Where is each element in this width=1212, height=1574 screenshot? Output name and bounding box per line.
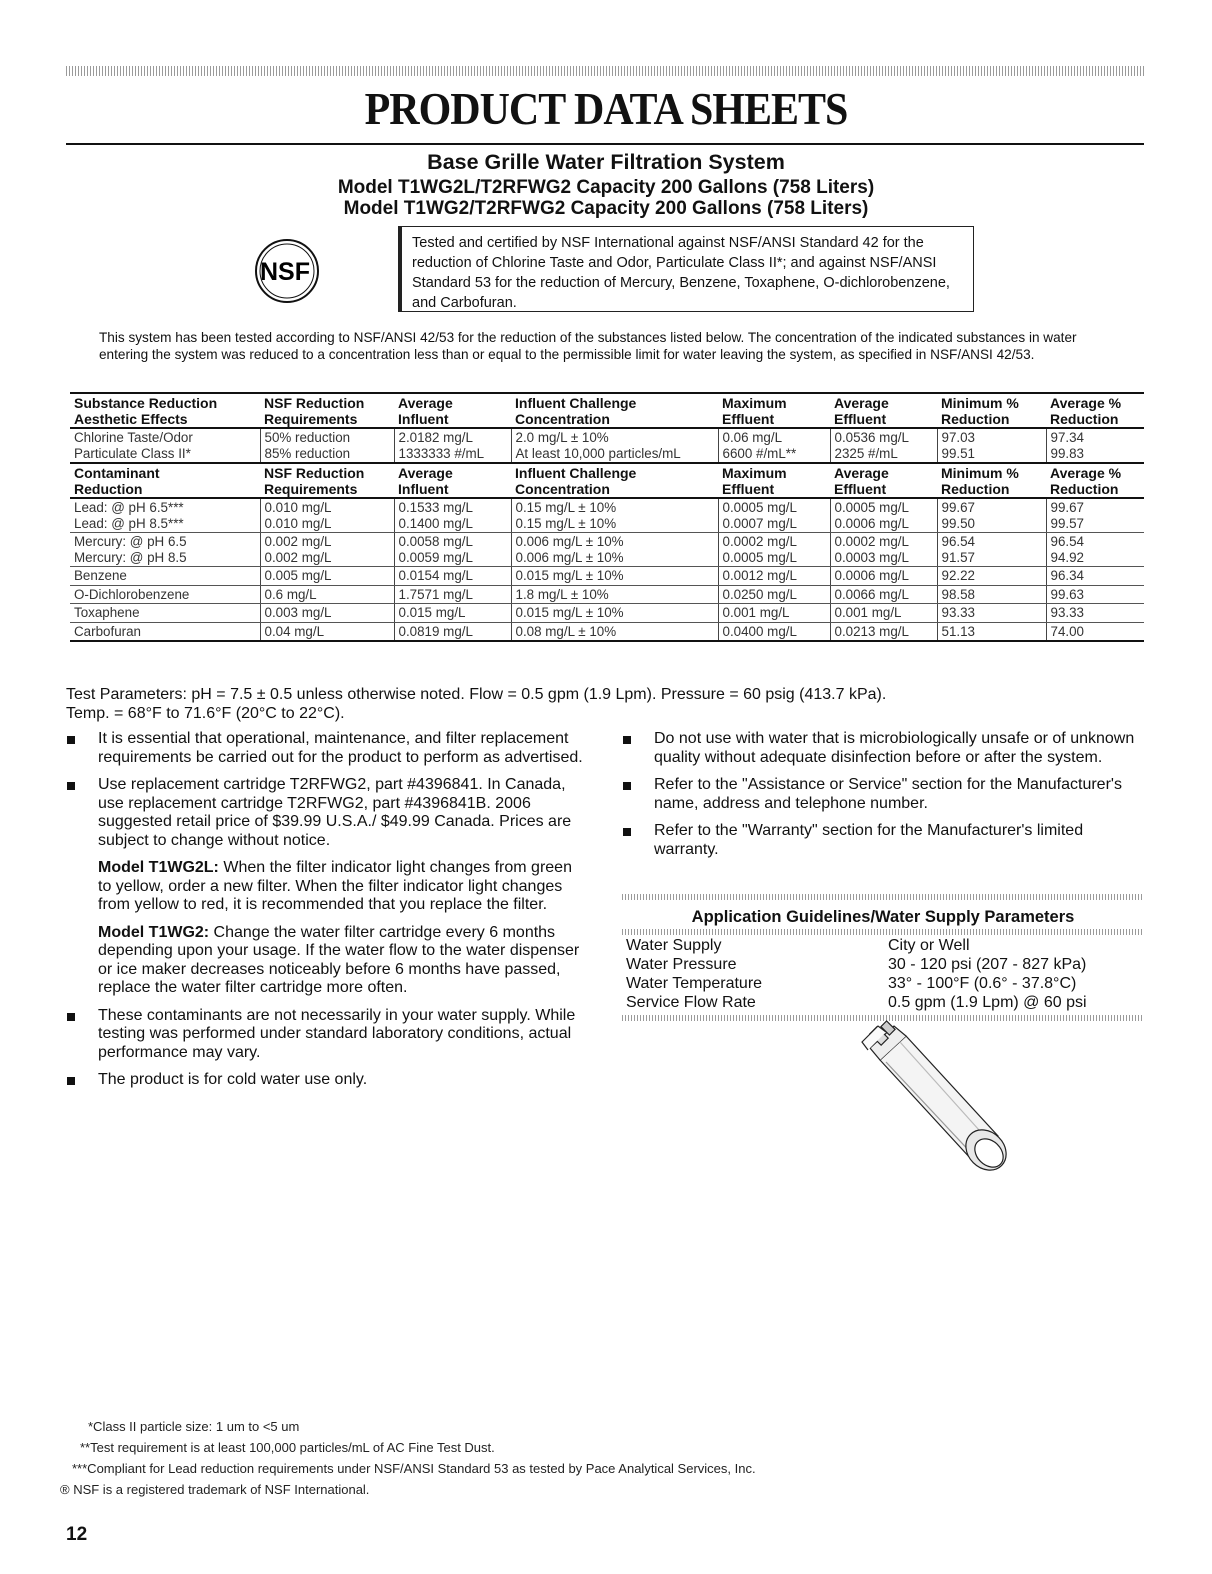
table-cell: 96.54 91.57 [937, 533, 1046, 567]
table-row [70, 585, 1144, 604]
table-header-cell: NSF Reduction Requirements [264, 465, 365, 497]
system-title: Base Grille Water Filtration System [427, 150, 785, 174]
table-cell: 0.15 mg/L ± 10% 0.15 mg/L ± 10% [511, 498, 718, 533]
intro-paragraph: This system has been tested according to NSF/ANSI 42/53 for the reduction of the substances listed below. The concentration of the indicated substances in water entering the system was reduced to a concentration less than or equal to the permissible limit for water leaving the system, as specified in NSF/ANSI 42/53. [99, 330, 1077, 362]
bullet-item [66, 776, 586, 850]
guideline-value: 30 - 120 psi (207 - 827 kPa) [888, 956, 1087, 973]
certification-box [398, 226, 974, 312]
table-row [70, 498, 1144, 533]
table-cell: Carbofuran [70, 622, 260, 641]
guideline-row [622, 937, 1144, 956]
table-header-cell: Average Influent [398, 465, 453, 497]
model-note-t1wg2l [66, 859, 586, 915]
nsf-logo [254, 238, 320, 304]
title-rule [66, 143, 1144, 145]
table-cell: Lead: @ pH 6.5*** Lead: @ pH 8.5*** [70, 498, 260, 533]
table-cell: 0.0002 mg/L 0.0005 mg/L [718, 533, 830, 567]
model-note-t1wg2 [66, 924, 586, 998]
table-cell: 0.0250 mg/L [718, 585, 830, 604]
table-cell: 0.015 mg/L ± 10% [511, 604, 718, 623]
guideline-row [622, 956, 1144, 975]
footnote-3: ***Compliant for Lead reduction requirements under NSF/ANSI Standard 53 as tested by Pace Analytical Services, Inc. [72, 1461, 756, 1476]
bullet-item [622, 776, 1144, 813]
bullet-text: Use replacement cartridge T2RFWG2, part #4396841. In Canada, use replacement cartridge T2RFWG2, part #4396841B. 2006 suggested retail price of $39.99 U.S.A./ $49.99 Canada. Prices are subject to change without notice. [98, 776, 572, 849]
table-cell: 1.7571 mg/L [394, 585, 511, 604]
bullet-square-icon [623, 736, 631, 744]
table-cell: 0.0066 mg/L [830, 585, 937, 604]
guideline-key: Water Temperature [626, 975, 763, 992]
model-line-1: Model T1WG2L/T2RFWG2 Capacity 200 Gallons (758 Liters) [337, 177, 875, 198]
bullet-text: These contaminants are not necessarily in your water supply. While testing was performed under standard laboratory conditions, actual performance may vary. [98, 1006, 576, 1061]
table-cell: Chlorine Taste/Odor Particulate Class II* [70, 428, 260, 463]
table-header-cell: Maximum Effluent [722, 465, 787, 497]
table-cell: 99.63 [1046, 585, 1144, 604]
table-cell: 0.003 mg/L [260, 604, 394, 623]
table-cell: 0.06 mg/L 6600 #/mL** [718, 428, 830, 463]
table-cell: 0.04 mg/L [260, 622, 394, 641]
nsf-logo-text: NSF [260, 258, 310, 286]
table-cell: 0.0002 mg/L 0.0003 mg/L [830, 533, 937, 567]
guideline-row [622, 994, 1144, 1013]
table-cell: 0.002 mg/L 0.002 mg/L [260, 533, 394, 567]
table-row [70, 604, 1144, 623]
guideline-value: 33° - 100°F (0.6° - 37.8°C) [888, 975, 1077, 992]
table-cell: 0.1533 mg/L 0.1400 mg/L [394, 498, 511, 533]
bullet-item [66, 1071, 586, 1090]
bullet-square-icon [67, 736, 75, 744]
bullet-square-icon [67, 782, 75, 790]
application-guidelines [622, 894, 1144, 1021]
table-row [70, 622, 1144, 641]
table-cell: 99.67 99.57 [1046, 498, 1144, 533]
bullet-text: Do not use with water that is microbiologically unsafe or of unknown quality without adequate disinfection before or after the system. [654, 730, 1135, 766]
right-column [622, 730, 1144, 868]
bullet-text: Refer to the "Assistance or Service" section for the Manufacturer's name, address and telephone number. [654, 776, 1122, 812]
table-header-cell: Contaminant Reduction [74, 465, 160, 497]
footnote-2: **Test requirement is at least 100,000 particles/mL of AC Fine Test Dust. [80, 1440, 495, 1455]
table-cell: Benzene [70, 567, 260, 586]
table-cell: 0.0058 mg/L 0.0059 mg/L [394, 533, 511, 567]
table-cell: 98.58 [937, 585, 1046, 604]
table-header-row [70, 393, 1144, 428]
table-header-cell: Average Influent [398, 395, 453, 427]
table-cell: 0.0154 mg/L [394, 567, 511, 586]
table-cell: 92.22 [937, 567, 1046, 586]
table-cell: 0.08 mg/L ± 10% [511, 622, 718, 641]
model-note-text: When the filter indicator light changes from green to yellow, order a new filter. When the filter indicator light changes from yellow to red, it is recommended that you replace the filter. [98, 859, 572, 913]
table-cell: 96.34 [1046, 567, 1144, 586]
table-cell: Toxaphene [70, 604, 260, 623]
table-cell: O-Dichlorobenzene [70, 585, 260, 604]
table-cell: 51.13 [937, 622, 1046, 641]
table-cell: 0.010 mg/L 0.010 mg/L [260, 498, 394, 533]
guideline-value: 0.5 gpm (1.9 Lpm) @ 60 psi [888, 994, 1087, 1011]
test-params-line-1: Test Parameters: pH = 7.5 ± 0.5 unless otherwise noted. Flow = 0.5 gpm (1.9 Lpm). Pressure = 60 psig (413.7 kPa). [66, 686, 887, 703]
table-cell: 0.005 mg/L [260, 567, 394, 586]
test-params-line-2: Temp. = 68°F to 71.6°F (20°C to 22°C). [66, 704, 345, 722]
table-header-cell: Substance Reduction Aesthetic Effects [74, 395, 218, 427]
table-header-cell: Average % Reduction [1050, 395, 1122, 427]
left-column [66, 730, 586, 1099]
model-label: Model T1WG2: [98, 923, 210, 941]
table-cell: 0.0006 mg/L [830, 567, 937, 586]
table-header-cell: NSF Reduction Requirements [264, 395, 365, 427]
bullet-item [622, 822, 1144, 859]
bullet-text: Refer to the "Warranty" section for the Manufacturer's limited warranty. [654, 822, 1084, 858]
model-label: Model T1WG2L: [98, 859, 219, 876]
filter-cartridge-illustration [860, 1020, 1010, 1190]
bullet-text: The product is for cold water use only. [98, 1071, 368, 1088]
table-header-cell: Average Effluent [834, 465, 889, 497]
table-row [70, 567, 1144, 586]
table-row [70, 428, 1144, 463]
table-cell: 50% reduction 85% reduction [260, 428, 394, 463]
bullet-item [66, 730, 586, 767]
table-cell: 0.001 mg/L [830, 604, 937, 623]
guidelines-rows [622, 937, 1144, 1013]
footnote-1: *Class II particle size: 1 um to <5 um [88, 1419, 300, 1434]
table-cell: 0.015 mg/L [394, 604, 511, 623]
table-header-cell: Average Effluent [834, 395, 889, 427]
table-header-cell: Maximum Effluent [722, 395, 787, 427]
table-cell: 0.6 mg/L [260, 585, 394, 604]
cert-box-accent [399, 227, 402, 311]
table-cell: Mercury: @ pH 6.5 Mercury: @ pH 8.5 [70, 533, 260, 567]
table-cell: 0.001 mg/L [718, 604, 830, 623]
table-header-cell: Average % Reduction [1050, 465, 1122, 497]
table-cell: 0.0005 mg/L 0.0006 mg/L [830, 498, 937, 533]
bullet-text: It is essential that operational, maintenance, and filter replacement requirements be carried out for the product to perform as advertised. [98, 730, 583, 766]
table-cell: 96.54 94.92 [1046, 533, 1144, 567]
table-cell: 0.0012 mg/L [718, 567, 830, 586]
table-cell: 0.0536 mg/L 2325 #/mL [830, 428, 937, 463]
table-header-cell: Influent Challenge Concentration [515, 465, 637, 497]
table-cell: 0.006 mg/L ± 10% 0.006 mg/L ± 10% [511, 533, 718, 567]
table-header-cell: Minimum % Reduction [941, 395, 1019, 427]
model-line-2: Model T1WG2/T2RFWG2 Capacity 200 Gallons (758 Liters) [343, 198, 869, 219]
guideline-value: City or Well [888, 937, 970, 954]
bullet-item [622, 730, 1144, 767]
guidelines-title: Application Guidelines/Water Supply Parameters [691, 908, 1075, 926]
table-cell: 0.0819 mg/L [394, 622, 511, 641]
cert-text: Tested and certified by NSF International against NSF/ANSI Standard 42 for the reduction of Chlorine Taste and Odor, Particulate Class II*; and against NSF/ANSI Standard 53 for the reduction of Mercury, Benzene, Toxaphene, O-dichlorobenzene, and Carbofuran. [412, 235, 950, 311]
test-parameters [66, 686, 1126, 723]
table-cell: 74.00 [1046, 622, 1144, 641]
guideline-key: Water Pressure [626, 956, 737, 973]
table-header-cell: Influent Challenge Concentration [515, 395, 637, 427]
table-cell: 1.8 mg/L ± 10% [511, 585, 718, 604]
footnotes [60, 1416, 756, 1500]
table-cell: 0.0213 mg/L [830, 622, 937, 641]
table-row [70, 533, 1144, 567]
performance-table [70, 392, 1144, 642]
top-hatch-rule [66, 66, 1144, 76]
table-cell: 2.0182 mg/L 1333333 #/mL [394, 428, 511, 463]
guideline-key: Water Supply [626, 937, 722, 954]
page-title: PRODUCT DATA SHEETS [364, 85, 848, 135]
table-cell: 97.34 99.83 [1046, 428, 1144, 463]
bullet-square-icon [623, 828, 631, 836]
table-cell: 0.015 mg/L ± 10% [511, 567, 718, 586]
page-number: 12 [66, 1524, 88, 1545]
bullet-square-icon [623, 782, 631, 790]
bullet-square-icon [67, 1077, 75, 1085]
guideline-key: Service Flow Rate [626, 994, 756, 1011]
footnote-4: ® NSF is a registered trademark of NSF International. [60, 1482, 370, 1497]
model-note-text: Change the water filter cartridge every 6 months depending upon your usage. If the water flow to the water dispenser or ice maker decreases noticeably before 6 months have passed, replace the water filter cartridge more often. [98, 923, 580, 996]
table-cell: 97.03 99.51 [937, 428, 1046, 463]
table-cell: 99.67 99.50 [937, 498, 1046, 533]
guidelines-hatch-mid [622, 929, 1144, 935]
table-cell: 2.0 mg/L ± 10% At least 10,000 particles/mL [511, 428, 718, 463]
table-cell: 93.33 [937, 604, 1046, 623]
table-cell: 0.0005 mg/L 0.0007 mg/L [718, 498, 830, 533]
table-header-row [70, 463, 1144, 498]
guideline-row [622, 975, 1144, 994]
bullet-square-icon [67, 1013, 75, 1021]
table-header-cell: Minimum % Reduction [941, 465, 1019, 497]
table-cell: 0.0400 mg/L [718, 622, 830, 641]
bullet-item [66, 1007, 586, 1063]
table-cell: 93.33 [1046, 604, 1144, 623]
